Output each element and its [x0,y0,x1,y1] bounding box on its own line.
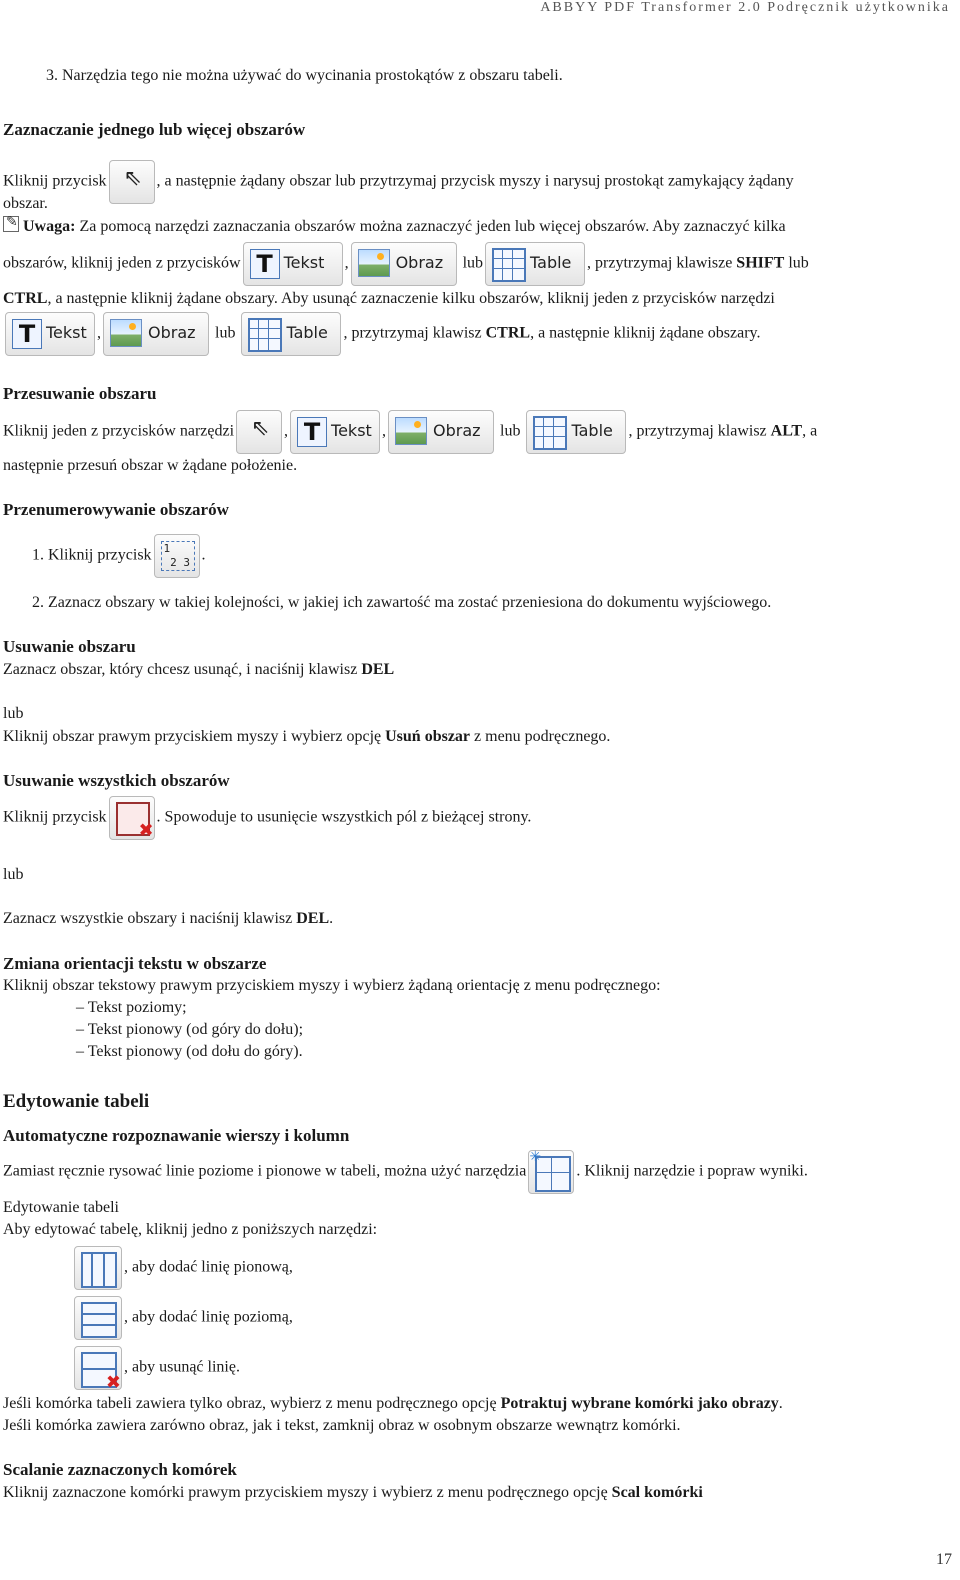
table-grid-icon [248,318,282,352]
cursor-arrow-icon: ⇖ [123,166,142,191]
or-line: lub [3,705,24,722]
orientation-option: – Tekst poziomy; [76,999,187,1016]
table-grid-icon [533,416,567,450]
table-tool-button[interactable] [485,242,585,286]
horizontal-line-icon [81,1302,117,1338]
menu-option-treat-as-images: Potraktuj wybrane komórki jako obrazy [500,1395,779,1412]
button-label: Tekst [331,421,372,440]
orientation-option: – Tekst pionowy (od góry do dołu); [76,1021,304,1038]
text: lub [462,254,484,272]
text: , aby usunąć linię. [124,1358,240,1376]
delete-all-line-2 [3,909,333,929]
heading-delete-area: Usuwanie obszaru [3,637,136,656]
heading-edit-table: Edytowanie tabeli [3,1091,150,1112]
merge-line-1 [3,1483,703,1503]
text: Jeśli komórka tabeli zawiera tylko obraz, wybierz z menu podręcznego opcję [3,1395,501,1412]
heading-renumber: Przenumerowywanie obszarów [3,500,229,519]
renumber-step-1 [32,534,206,578]
image-cell-line-2: Jeśli komórka zawiera zarówno obraz, jak i tekst, zamknij obraz w osobnym obszarze wewnątrz komórki. [3,1417,681,1434]
vertical-line-icon [81,1252,117,1288]
button-label: Obraz [148,323,196,342]
button-label: Tekst [46,323,87,342]
delete-line-1 [3,660,394,680]
text: , przytrzymaj klawisze [587,254,733,272]
select-line-2: obszar. [3,195,48,212]
comma: , [284,422,289,440]
delete-all-line-1 [3,796,531,840]
select-line-4 [3,242,809,286]
text: , aby dodać linię pionową, [124,1258,293,1276]
move-line-2: następnie przesuń obszar w żądane położenie. [3,457,298,474]
comma: , [382,422,387,440]
add-horizontal-line-button[interactable] [74,1296,122,1340]
picture-icon [395,417,427,445]
button-label: Table [530,253,572,272]
text: . [778,1395,783,1412]
page-number: 17 [936,1551,952,1568]
heading-move-area: Przesuwanie obszaru [3,384,157,403]
move-line-1 [3,410,817,454]
auto-line-1 [3,1150,808,1194]
text: Kliknij zaznaczone komórki prawym przyciskiem myszy i wybierz z menu podręcznego opcję [3,1484,612,1501]
heading-delete-all: Usuwanie wszystkich obszarów [3,771,230,790]
tool-add-horizontal [72,1296,293,1340]
key-shift: SHIFT [736,254,785,272]
text: Kliknij przycisk [3,808,107,826]
select-line-1 [3,160,794,204]
text: lub [215,324,236,342]
text: Za pomocą narzędzi zaznaczania obszarów można zaznaczyć jeden lub więcej obszarów. Aby zaznaczyć kilka [75,218,786,235]
text: 1. Kliknij przycisk [32,546,152,564]
key-ctrl: CTRL [485,324,531,342]
auto-line-3: Aby edytować tabelę, kliknij jedno z poniższych narzędzi: [3,1221,378,1238]
obraz-tool-button[interactable] [103,312,209,356]
auto-line-2: Edytowanie tabeli [3,1199,119,1216]
tekst-tool-button[interactable] [243,242,343,286]
button-label: Tekst [283,253,325,272]
text: obszarów, kliknij jeden z przycisków [3,254,241,272]
text: . [329,910,334,927]
obraz-tool-button[interactable] [351,242,457,286]
image-cell-line-1 [3,1394,783,1414]
key-alt: ALT [770,422,803,440]
menu-option-merge: Scal komórki [611,1484,703,1501]
tekst-tool-button[interactable] [290,410,380,454]
running-header: ABBYY PDF Transformer 2.0 Podręcznik użytkownika [540,0,950,15]
picture-icon [358,249,390,277]
text: , przytrzymaj klawisz [343,324,486,342]
delete-line-button[interactable] [74,1346,122,1390]
text: , a [802,422,818,440]
text: . Spowoduje to usunięcie wszystkich pól z bieżącej strony. [156,808,532,826]
cursor-arrow-icon: ⇖ [251,416,270,441]
renumber-step-2: 2. Zaznacz obszary w takiej kolejności, w jakiej ich zawartość ma zostać przeniesiona do dokumentu wyjściowego. [32,594,772,611]
renumber-tool-button[interactable] [154,534,200,578]
text: Kliknij obszar prawym przyciskiem myszy i wybierz opcję [3,728,386,745]
delete-all-button[interactable] [109,796,155,840]
auto-table-icon [535,1156,571,1192]
select-line-5 [3,289,775,309]
key-del: DEL [361,661,395,678]
table-grid-icon [492,248,526,282]
auto-detect-button[interactable] [528,1150,574,1194]
select-line-6 [3,312,761,356]
select-tool-button[interactable] [109,160,155,204]
comma: , [344,254,349,272]
button-label: Table [286,323,328,342]
or-line: lub [3,866,24,883]
text: lub [500,422,521,440]
text: . Kliknij narzędzie i popraw wyniki. [576,1162,808,1180]
delete-line-2 [3,727,610,747]
orientation-line-1: Kliknij obszar tekstowy prawym przyciskiem myszy i wybierz żądaną orientację z menu podręcznego: [3,977,661,994]
text: , aby dodać linię poziomą, [124,1308,293,1326]
button-label: Obraz [433,421,481,440]
key-del: DEL [296,910,330,927]
add-vertical-line-button[interactable] [74,1246,122,1290]
table-tool-button[interactable] [241,312,341,356]
text: , a następnie kliknij żądane obszary. [530,324,761,342]
orientation-option: – Tekst pionowy (od dołu do góry). [76,1043,303,1060]
text: , przytrzymaj klawisz [628,422,771,440]
text: , a następnie żądany obszar lub przytrzymaj przycisk myszy i narysuj prostokąt zamykający żądany [156,172,794,190]
text-t-icon: T [250,249,280,279]
text: Zamiast ręcznie rysować linie poziome i pionowe w tabeli, można użyć narzędzia [3,1162,527,1180]
note-icon [3,216,19,232]
tool-delete-line [72,1346,240,1390]
text: , a następnie kliknij żądane obszary. Aby usunąć zaznaczenie kilku obszarów, kliknij jeden z przycisków narzędzi [47,290,775,307]
menu-option-usun: Usuń obszar [385,728,471,745]
text: . [201,546,206,564]
obraz-tool-button[interactable] [388,410,494,454]
text-t-icon: T [297,417,327,447]
text: Kliknij przycisk [3,172,107,190]
text: lub [784,254,809,272]
note-line [3,216,786,237]
heading-auto-detect: Automatyczne rozpoznawanie wierszy i kolumn [3,1126,350,1145]
tekst-tool-button[interactable] [5,312,95,356]
table-tool-button[interactable] [526,410,626,454]
text: Zaznacz obszar, który chcesz usunąć, i naciśnij klawisz [3,661,362,678]
text: Zaznacz wszystkie obszary i naciśnij klawisz [3,910,297,927]
note-item-3: 3. Narzędzia tego nie można używać do wycinania prostokątów z obszaru tabeli. [46,67,563,84]
text: Kliknij jeden z przycisków narzędzi [3,422,235,440]
button-label: Table [571,421,613,440]
heading-orientation: Zmiana orientacji tekstu w obszarze [3,954,267,973]
picture-icon [110,319,142,347]
delete-areas-icon [116,802,150,836]
key-ctrl: CTRL [3,290,48,307]
tool-add-vertical [72,1246,293,1290]
select-tool-button[interactable] [236,410,282,454]
text-t-icon: T [12,319,42,349]
comma: , [97,324,101,342]
delete-line-icon [81,1352,117,1388]
button-label: Obraz [395,253,444,272]
note-label: Uwaga: [23,218,76,235]
heading-select-areas: Zaznaczanie jednego lub więcej obszarów [3,120,306,139]
numbering-icon: 1 2 3 [161,541,195,571]
text: z menu podręcznego. [470,728,611,745]
heading-merge-cells: Scalanie zaznaczonych komórek [3,1460,237,1479]
